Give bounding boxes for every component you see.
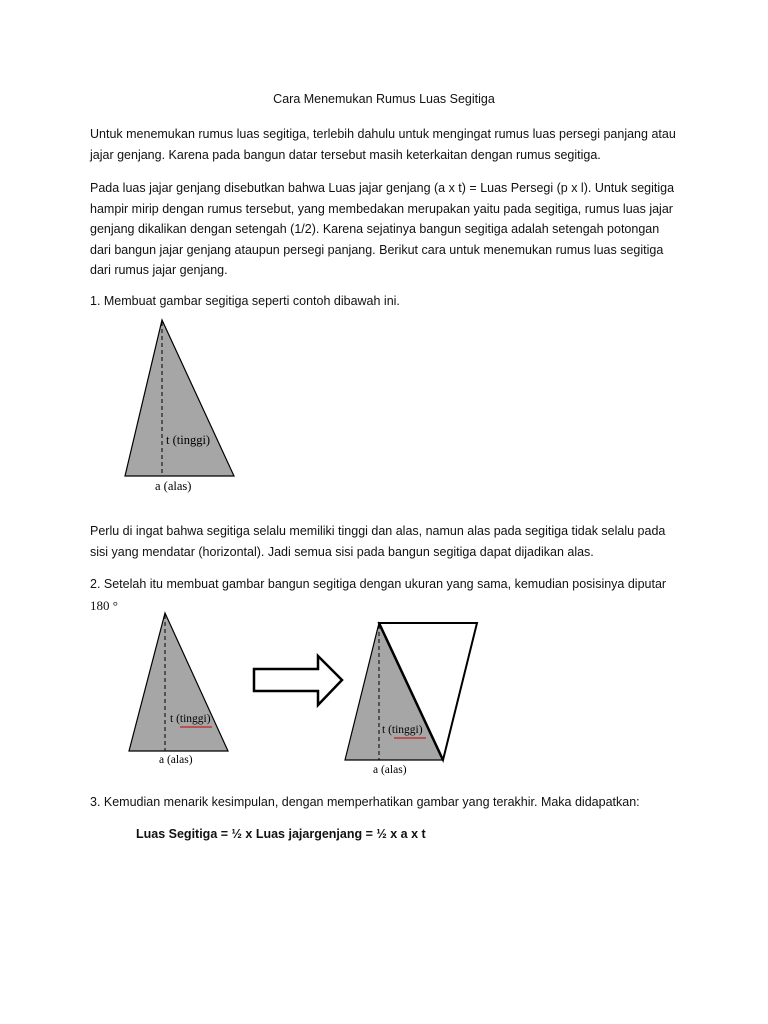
triangle-left-shape [129, 613, 228, 751]
step-3-text: 3. Kemudian menarik kesimpulan, dengan memperhatikan gambar yang terakhir. Maka didapatkan: [90, 795, 640, 809]
base-left-label: a (alas) [159, 754, 193, 766]
parallelogram-paragraph: Pada luas jajar genjang disebutkan bahwa Luas jajar genjang (a x t) = Luas Persegi (p x l). Untuk segitiga hampir mirip dengan rumus tersebut, yang membedakan merupakan yaitu pada segitiga, rumus luas jajar genjang dikalikan dengan setengah (1/2). Karena sejatinya bangun segitiga adalah setengah potongan dari bangun jajar genjang ataupun persegi panjang. Berikut cara untuk menemukan rumus luas segitiga dari rumus jajar genjang. [90, 181, 675, 277]
step-2-text: 2. Setelah itu membuat gambar bangun segitiga dengan ukuran yang sama, kemudian posisinya diputar [90, 577, 667, 591]
height-left-label: t (tinggi) [170, 713, 211, 725]
base-right-label: a (alas) [373, 764, 407, 776]
step-1-text: 1. Membuat gambar segitiga seperti contoh dibawah ini. [90, 294, 400, 308]
formula-text: Luas Segitiga = ½ x Luas jajargenjang = ½ x a x t [136, 827, 426, 841]
note-paragraph: Perlu di ingat bahwa segitiga selalu memiliki tinggi dan alas, namun alas pada segitiga tidak selalu pada sisi yang mendatar (horizontal). Jadi semua sisi pada bangun segitiga dapat dijadikan alas. [90, 524, 666, 559]
base-label: a (alas) [155, 479, 192, 493]
step-2-angle: 180 ° [90, 598, 118, 613]
intro-paragraph: Untuk menemukan rumus luas segitiga, terlebih dahulu untuk mengingat rumus luas persegi panjang atau jajar genjang. Karena pada bangun datar tersebut masih keterkaitan dengan rumus segitiga. [90, 127, 676, 162]
height-label: t (tinggi) [166, 433, 211, 447]
page-title: Cara Menemukan Rumus Luas Segitiga [273, 92, 495, 106]
height-right-label: t (tinggi) [382, 724, 423, 736]
right-arrow-icon [254, 656, 342, 705]
